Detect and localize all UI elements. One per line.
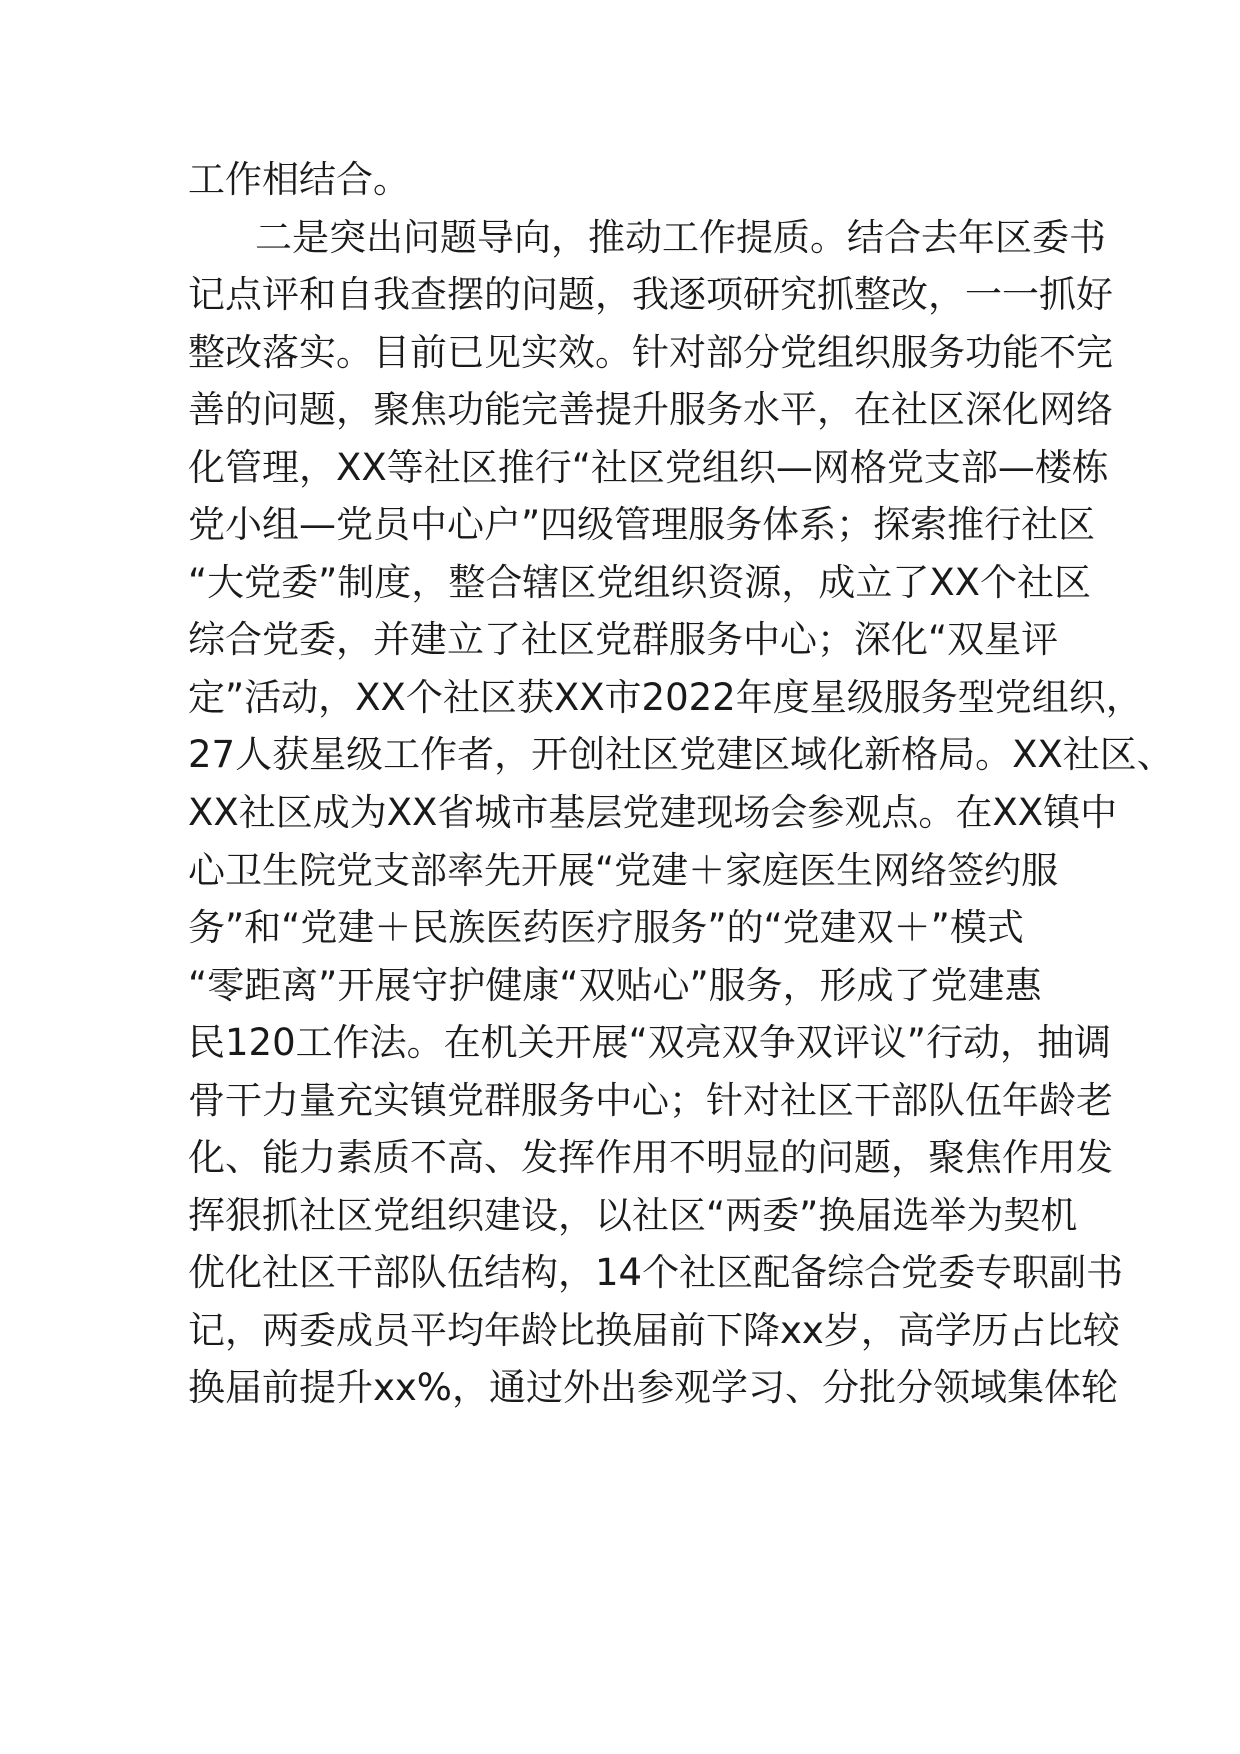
text-line: 务”和“党建＋民族医药医疗服务”的“党建双＋”模式: [188, 906, 1024, 949]
text-line: 化、能力素质不高、发挥作用不明显的问题，聚焦作用发: [188, 1136, 1113, 1179]
text-line: 综合党委，并建立了社区党群服务中心；深化“双星评: [188, 618, 1059, 661]
text-line: XX社区成为XX省城市基层党建现场会参观点。在XX镇中: [188, 791, 1118, 834]
paragraph-start-line: 二是突出问题导向，推动工作提质。结合去年区委书: [255, 216, 1106, 259]
text-line: 27人获星级工作者，开创社区党建区域化新格局。XX社区、: [188, 733, 1174, 776]
text-line: 定”活动，XX个社区获XX市2022年度星级服务型党组织，: [188, 676, 1143, 719]
text-line: 挥狠抓社区党组织建设，以社区“两委”换届选举为契机: [188, 1194, 1078, 1237]
text-line: 善的问题，聚焦功能完善提升服务水平，在社区深化网络: [188, 388, 1113, 431]
text-line: 记，两委成员平均年龄比换届前下降xx岁，高学历占比较: [188, 1309, 1120, 1352]
text-line: 党小组—党员中心户”四级管理服务体系；探索推行社区: [188, 503, 1096, 546]
text-line: 换届前提升xx%，通过外出参观学习、分批分领域集体轮: [188, 1366, 1118, 1409]
text-line: 化管理，XX等社区推行“社区党组织—网格党支部—楼栋: [188, 446, 1109, 489]
text-line: 整改落实。目前已见实效。针对部分党组织服务功能不完: [188, 331, 1113, 374]
text-line: “零距离”开展守护健康“双贴心”服务，形成了党建惠: [188, 964, 1042, 1007]
text-line: 工作相结合。: [188, 158, 410, 201]
text-line: 记点评和自我查摆的问题，我逐项研究抓整改，一一抓好: [188, 273, 1113, 316]
text-line: 骨干力量充实镇党群服务中心；针对社区干部队伍年龄老: [188, 1079, 1113, 1122]
text-line: 民120工作法。在机关开展“双亮双争双评议”行动，抽调: [188, 1021, 1111, 1064]
text-line: 优化社区干部队伍结构，14个社区配备综合党委专职副书: [188, 1251, 1124, 1294]
text-line: “大党委”制度，整合辖区党组织资源，成立了XX个社区: [188, 561, 1092, 604]
text-line: 心卫生院党支部率先开展“党建＋家庭医生网络签约服: [188, 849, 1059, 892]
